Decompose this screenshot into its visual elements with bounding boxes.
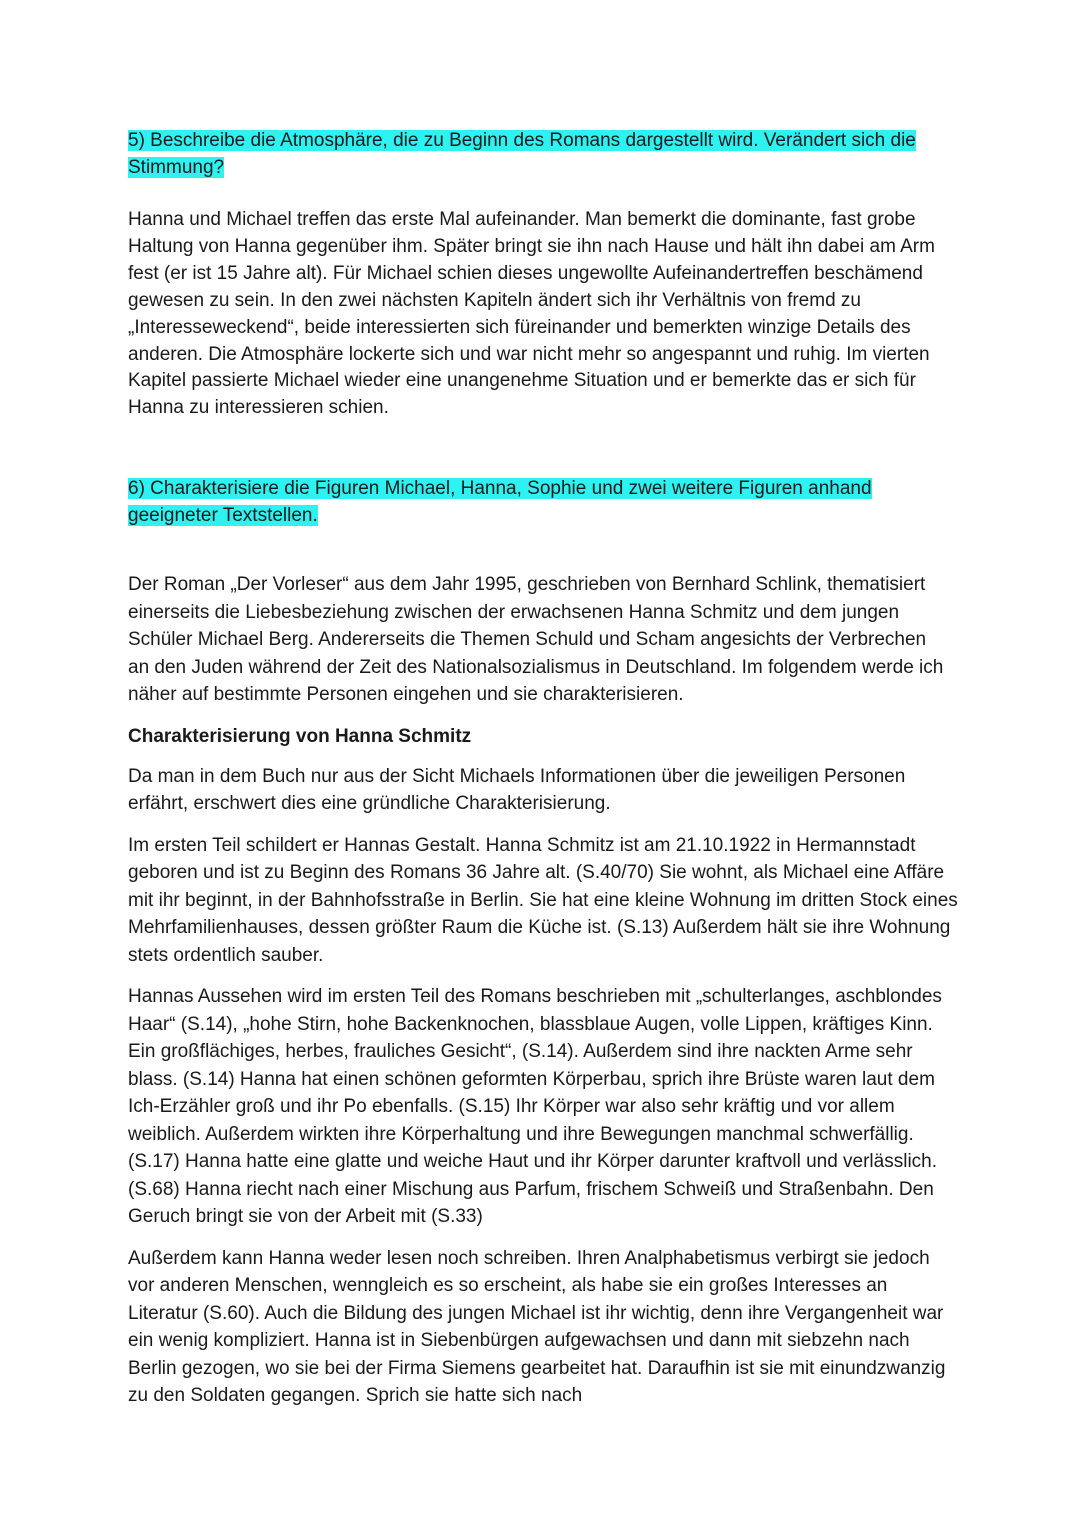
paragraph-3: Hannas Aussehen wird im ersten Teil des Romans beschrieben mit „schulterlanges, aschblondes Haar“ (S.14), „hohe Stirn, hohe Backenknochen, blassblaue Augen, volle Lippen, kräftiges Kinn. Ein großflächiges, herbes, frauliches Gesicht“, (S.14). Außerdem sind ihre nackten Arme sehr blass. (S.14) Hanna hat einen schönen geformten Körperbau, sprich ihre Brüste waren laut dem Ich-Erzähler groß und ihr Po ebenfalls. (S.15) Ihr Körper war also sehr kräftig und vor allem weiblich. Außerdem wirkten ihre Körperhaltung und ihre Bewegungen manchmal schwerfällig. (S.17) Hanna hatte eine glatte und weiche Haut und ihr Körper darunter kraftvoll und verlässlich. (S.68) Hanna riecht nach einer Mischung aus Parfum, frischem Schweiß und Straßenbahn. Den Geruch bringt sie von der Arbeit mit (S.33) [128,986,942,1228]
question-6-text: 6) Charakterisiere die Figuren Michael, Hanna, Sophie und zwei weitere Figuren anhand geeigneter Textstellen. [128,478,872,527]
section-heading: Charakterisierung von Hanna Schmitz [128,725,472,747]
question-6 [128,475,928,529]
paragraph-4: Außerdem kann Hanna weder lesen noch schreiben. Ihren Analphabetismus verbirgt sie jedoch vor anderen Menschen, wenngleich es so erscheint, als habe sie ein großes Interesses an Literatur (S.60). Auch die Bildung des jungen Michael ist ihr wichtig, denn ihre Vergangenheit war ein wenig kompliziert. Hanna ist in Siebenbürgen aufgewachsen und dann mit siebzehn nach Berlin gezogen, wo sie bei der Firma Siemens gearbeitet hat. Daraufhin ist sie mit einundzwanzig zu den Soldaten gegangen. Sprich sie hatte sich nach [128,1247,946,1407]
question-5-text: 5) Beschreibe die Atmosphäre, die zu Beginn des Romans dargestellt wird. Verändert sich die Stimmung? [128,130,916,178]
answer-5: Hanna und Michael treffen das erste Mal aufeinander. Man bemerkt die dominante, fast grobe Haltung von Hanna gegenüber ihm. Später bringt sie ihn nach Hause und hält ihn dabei am Arm fest (er ist 15 Jahre alt). Für Michael schien dieses ungewollte Aufeinandertreffen beschämend gewesen zu sein. In den zwei nächsten Kapiteln ändert sich ihr Verhältnis von fremd zu „Interesseweckend“, beide interessierten sich füreinander und bemerkten winzige Details des anderen. Die Atmosphäre lockerte sich und war nicht mehr so angespannt und ruhig. Im vierten Kapitel passierte Michael wieder eine unangenehme Situation und er bemerkte das er sich für Hanna zu interessieren schien. [128,209,935,419]
intro-paragraph: Der Roman „Der Vorleser“ aus dem Jahr 1995, geschrieben von Bernhard Schlink, thematisiert einerseits die Liebesbeziehung zwischen der erwachsenen Hanna Schmitz und dem jungen Schüler Michael Berg. Andererseits die Themen Schuld und Scham angesichts der Verbrechen an den Juden während der Zeit des Nationalsozialismus in Deutschland. Im folgendem werde ich näher auf bestimmte Personen eingehen und sie charakterisieren. [128,574,944,706]
paragraph-2: Im ersten Teil schildert er Hannas Gestalt. Hanna Schmitz ist am 21.10.1922 in Hermannstadt geboren und ist zu Beginn des Romans 36 Jahre alt. (S.40/70) Sie wohnt, als Michael eine Affäre mit ihr beginnt, in der Bahnhofsstraße in Berlin. Sie hat eine kleine Wohnung im dritten Stock eines Mehrfamilienhauses, dessen größter Raum die Küche ist. (S.13) Außerdem hält sie ihre Wohnung stets ordentlich sauber. [128,834,958,966]
document-page [128,127,958,1410]
paragraph-1: Da man in dem Buch nur aus der Sicht Michaels Informationen über die jeweiligen Personen erfährt, erschwert dies eine gründliche Charakterisierung. [128,765,906,815]
question-5 [128,127,958,181]
